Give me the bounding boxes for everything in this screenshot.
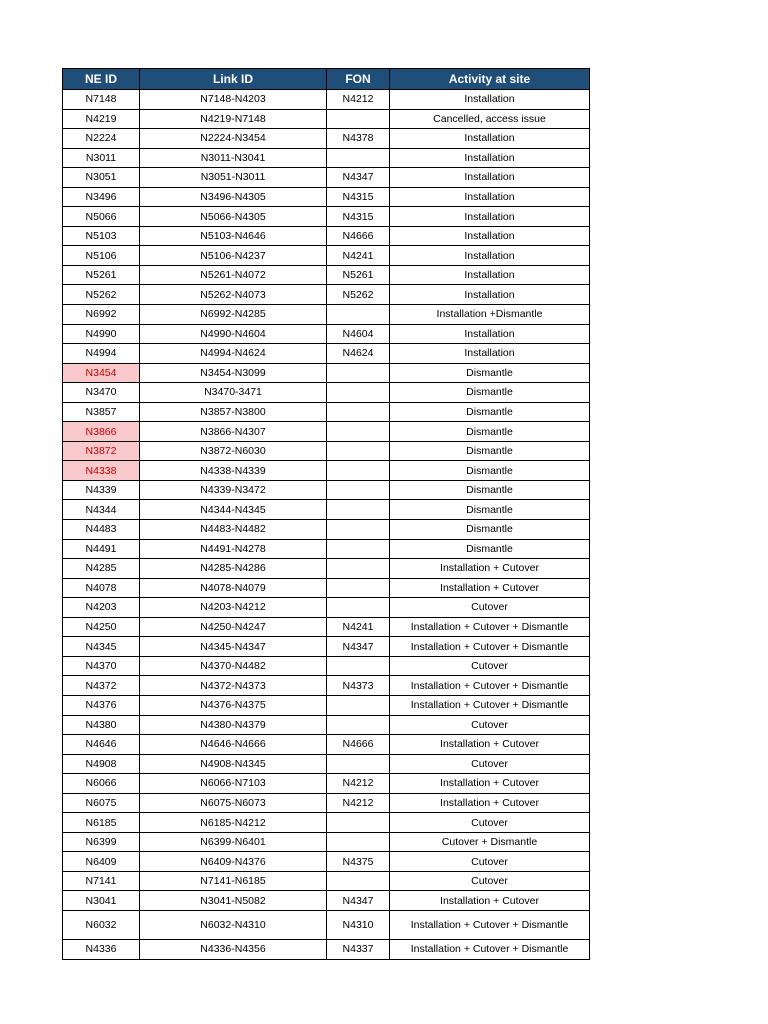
fon-cell[interactable] — [327, 109, 390, 129]
fon-cell[interactable] — [327, 441, 390, 461]
activity-cell[interactable]: Installation + Cutover + Dismantle — [390, 676, 590, 696]
link-id-cell[interactable]: N3051-N3011 — [140, 168, 327, 188]
ne-id-cell[interactable]: N3857 — [63, 402, 140, 422]
link-id-cell[interactable]: N4339-N3472 — [140, 480, 327, 500]
activity-cell[interactable]: Installation + Cutover — [390, 578, 590, 598]
ne-id-cell[interactable]: N4370 — [63, 656, 140, 676]
fon-cell[interactable] — [327, 656, 390, 676]
fon-cell[interactable]: N4624 — [327, 344, 390, 364]
ne-id-cell[interactable]: N7141 — [63, 871, 140, 891]
table-row — [63, 422, 590, 442]
activity-cell[interactable]: Cutover — [390, 598, 590, 618]
link-id-cell[interactable]: N4370-N4482 — [140, 656, 327, 676]
ne-id-cell[interactable]: N4646 — [63, 735, 140, 755]
table-row — [63, 148, 590, 168]
activity-cell[interactable]: Installation — [390, 344, 590, 364]
table-row — [63, 480, 590, 500]
link-id-cell[interactable]: N4338-N4339 — [140, 461, 327, 481]
ne-id-cell[interactable]: N4483 — [63, 520, 140, 540]
fon-cell[interactable]: N4212 — [327, 793, 390, 813]
table-row — [63, 109, 590, 129]
fon-cell[interactable] — [327, 500, 390, 520]
link-id-cell[interactable]: N2224-N3454 — [140, 129, 327, 149]
ne-id-cell[interactable]: N7148 — [63, 90, 140, 110]
activity-cell[interactable]: Installation + Cutover — [390, 793, 590, 813]
ne-id-cell[interactable]: N3011 — [63, 148, 140, 168]
ne-id-cell[interactable]: N5103 — [63, 226, 140, 246]
fon-cell[interactable] — [327, 871, 390, 891]
table-row — [63, 265, 590, 285]
link-id-cell[interactable]: N4372-N4373 — [140, 676, 327, 696]
link-id-cell[interactable]: N3041-N5082 — [140, 891, 327, 911]
fon-cell[interactable] — [327, 695, 390, 715]
ne-id-cell[interactable]: N3051 — [63, 168, 140, 188]
fon-cell[interactable] — [327, 578, 390, 598]
fon-cell[interactable]: N4378 — [327, 129, 390, 149]
link-id-cell[interactable]: N4483-N4482 — [140, 520, 327, 540]
fon-cell[interactable]: N4310 — [327, 910, 390, 939]
table-row — [63, 559, 590, 579]
activity-cell[interactable]: Installation + Cutover — [390, 774, 590, 794]
table-row — [63, 578, 590, 598]
link-id-cell[interactable]: N5066-N4305 — [140, 207, 327, 227]
activity-cell[interactable]: Installation — [390, 285, 590, 305]
activity-cell[interactable]: Installation — [390, 265, 590, 285]
ne-id-cell[interactable]: N4285 — [63, 559, 140, 579]
fon-cell[interactable] — [327, 754, 390, 774]
link-id-cell[interactable]: N6992-N4285 — [140, 305, 327, 325]
activity-cell[interactable]: Dismantle — [390, 383, 590, 403]
ne-id-cell[interactable]: N6399 — [63, 832, 140, 852]
link-id-cell[interactable]: N3872-N6030 — [140, 441, 327, 461]
link-id-cell[interactable]: N4250-N4247 — [140, 617, 327, 637]
activity-cell[interactable]: Installation + Cutover — [390, 735, 590, 755]
link-id-cell[interactable]: N5103-N4646 — [140, 226, 327, 246]
activity-cell[interactable]: Installation + Cutover + Dismantle — [390, 637, 590, 657]
ne-id-cell[interactable]: N5262 — [63, 285, 140, 305]
table-row — [63, 656, 590, 676]
table-row — [63, 754, 590, 774]
activity-cell[interactable]: Cutover — [390, 871, 590, 891]
table-row — [63, 695, 590, 715]
fon-cell[interactable]: N4315 — [327, 187, 390, 207]
table-body — [63, 90, 590, 960]
activity-cell[interactable]: Dismantle — [390, 441, 590, 461]
activity-cell[interactable]: Cutover — [390, 852, 590, 872]
table-row — [63, 939, 590, 959]
ne-id-cell[interactable]: N4376 — [63, 695, 140, 715]
link-id-cell[interactable]: N3866-N4307 — [140, 422, 327, 442]
link-id-cell[interactable]: N6185-N4212 — [140, 813, 327, 833]
fon-cell[interactable]: N4212 — [327, 774, 390, 794]
ne-id-cell[interactable]: N4336 — [63, 939, 140, 959]
activity-cell[interactable]: Dismantle — [390, 461, 590, 481]
table-row — [63, 500, 590, 520]
ne-id-cell[interactable]: N4219 — [63, 109, 140, 129]
link-id-cell[interactable]: N6066-N7103 — [140, 774, 327, 794]
activity-cell[interactable]: Dismantle — [390, 539, 590, 559]
link-id-cell[interactable]: N5261-N4072 — [140, 265, 327, 285]
activity-cell[interactable]: Installation — [390, 148, 590, 168]
link-id-cell[interactable]: N4336-N4356 — [140, 939, 327, 959]
fon-cell[interactable] — [327, 461, 390, 481]
activity-cell[interactable]: Installation — [390, 90, 590, 110]
table-row — [63, 813, 590, 833]
activity-cell[interactable]: Installation + Cutover + Dismantle — [390, 617, 590, 637]
table-row — [63, 617, 590, 637]
link-id-cell[interactable]: N5262-N4073 — [140, 285, 327, 305]
activity-cell[interactable]: Dismantle — [390, 402, 590, 422]
table-row — [63, 187, 590, 207]
fon-cell[interactable] — [327, 598, 390, 618]
ne-id-cell[interactable]: N5261 — [63, 265, 140, 285]
table-row — [63, 774, 590, 794]
link-id-cell[interactable]: N4994-N4624 — [140, 344, 327, 364]
activity-cell[interactable]: Installation — [390, 226, 590, 246]
link-id-cell[interactable]: N7141-N6185 — [140, 871, 327, 891]
activity-cell[interactable]: Dismantle — [390, 422, 590, 442]
header-row — [63, 69, 590, 90]
link-id-cell[interactable]: N4646-N4666 — [140, 735, 327, 755]
table-row — [63, 910, 590, 939]
link-id-cell[interactable]: N4491-N4278 — [140, 539, 327, 559]
activity-cell[interactable]: Dismantle — [390, 500, 590, 520]
ne-id-cell[interactable]: N4491 — [63, 539, 140, 559]
fon-cell[interactable] — [327, 832, 390, 852]
header-activity[interactable]: Activity at site — [390, 69, 590, 90]
fon-cell[interactable]: N4337 — [327, 939, 390, 959]
fon-cell[interactable] — [327, 383, 390, 403]
activity-cell[interactable]: Installation +Dismantle — [390, 305, 590, 325]
ne-id-cell[interactable]: N3041 — [63, 891, 140, 911]
activity-cell[interactable]: Dismantle — [390, 363, 590, 383]
link-id-cell[interactable]: N4345-N4347 — [140, 637, 327, 657]
ne-id-cell[interactable]: N3454 — [63, 363, 140, 383]
table-row — [63, 735, 590, 755]
ne-id-cell[interactable]: N4339 — [63, 480, 140, 500]
fon-cell[interactable]: N4347 — [327, 168, 390, 188]
table-row — [63, 891, 590, 911]
ne-id-cell[interactable]: N4338 — [63, 461, 140, 481]
ne-id-cell[interactable]: N5066 — [63, 207, 140, 227]
header-link-id[interactable]: Link ID — [140, 69, 327, 90]
table-row — [63, 461, 590, 481]
ne-id-cell[interactable]: N2224 — [63, 129, 140, 149]
fon-cell[interactable] — [327, 715, 390, 735]
fon-cell[interactable] — [327, 813, 390, 833]
activity-cell[interactable]: Installation — [390, 168, 590, 188]
link-id-cell[interactable]: N4376-N4375 — [140, 695, 327, 715]
fon-cell[interactable]: N5262 — [327, 285, 390, 305]
ne-id-cell[interactable]: N3470 — [63, 383, 140, 403]
activity-cell[interactable]: Installation — [390, 207, 590, 227]
link-id-cell[interactable]: N6032-N4310 — [140, 910, 327, 939]
ne-id-cell[interactable]: N4250 — [63, 617, 140, 637]
ne-id-cell[interactable]: N3872 — [63, 441, 140, 461]
fon-cell[interactable] — [327, 539, 390, 559]
fon-cell[interactable] — [327, 422, 390, 442]
header-ne-id[interactable]: NE ID — [63, 69, 140, 90]
fon-cell[interactable] — [327, 363, 390, 383]
link-id-cell[interactable]: N4990-N4604 — [140, 324, 327, 344]
fon-cell[interactable]: N4604 — [327, 324, 390, 344]
fon-cell[interactable] — [327, 480, 390, 500]
ne-id-cell[interactable]: N4372 — [63, 676, 140, 696]
fon-cell[interactable]: N4212 — [327, 90, 390, 110]
activity-cell[interactable]: Cutover — [390, 656, 590, 676]
fon-cell[interactable] — [327, 520, 390, 540]
fon-cell[interactable]: N4315 — [327, 207, 390, 227]
ne-id-cell[interactable]: N6992 — [63, 305, 140, 325]
link-id-cell[interactable]: N3470-3471 — [140, 383, 327, 403]
fon-cell[interactable]: N4241 — [327, 617, 390, 637]
ne-id-cell[interactable]: N4990 — [63, 324, 140, 344]
activity-cell[interactable]: Installation — [390, 324, 590, 344]
link-id-cell[interactable]: N4380-N4379 — [140, 715, 327, 735]
ne-id-cell[interactable]: N6032 — [63, 910, 140, 939]
table-row — [63, 168, 590, 188]
activity-cell[interactable]: Cutover + Dismantle — [390, 832, 590, 852]
table-row — [63, 363, 590, 383]
table-row — [63, 305, 590, 325]
activity-cell[interactable]: Installation + Cutover + Dismantle — [390, 939, 590, 959]
fon-cell[interactable]: N4666 — [327, 735, 390, 755]
ne-id-cell[interactable]: N4908 — [63, 754, 140, 774]
fon-cell[interactable] — [327, 148, 390, 168]
table-row — [63, 324, 590, 344]
table-row — [63, 852, 590, 872]
ne-id-cell[interactable]: N6075 — [63, 793, 140, 813]
header-fon[interactable]: FON — [327, 69, 390, 90]
link-id-cell[interactable]: N3496-N4305 — [140, 187, 327, 207]
link-id-cell[interactable]: N6409-N4376 — [140, 852, 327, 872]
link-id-cell[interactable]: N4908-N4345 — [140, 754, 327, 774]
link-id-cell[interactable]: N6399-N6401 — [140, 832, 327, 852]
table-row — [63, 520, 590, 540]
fon-cell[interactable] — [327, 559, 390, 579]
activity-cell[interactable]: Cutover — [390, 813, 590, 833]
activity-cell[interactable]: Installation — [390, 129, 590, 149]
ne-id-cell[interactable]: N6066 — [63, 774, 140, 794]
ne-id-cell[interactable]: N4380 — [63, 715, 140, 735]
table-row — [63, 344, 590, 364]
ne-id-cell[interactable]: N5106 — [63, 246, 140, 266]
link-id-cell[interactable]: N7148-N4203 — [140, 90, 327, 110]
ne-id-cell[interactable]: N4345 — [63, 637, 140, 657]
ne-id-cell[interactable]: N4344 — [63, 500, 140, 520]
table-row — [63, 402, 590, 422]
link-id-cell[interactable]: N4219-N7148 — [140, 109, 327, 129]
activity-cell[interactable]: Installation + Cutover + Dismantle — [390, 695, 590, 715]
fon-cell[interactable] — [327, 402, 390, 422]
table-row — [63, 226, 590, 246]
link-id-cell[interactable]: N3011-N3041 — [140, 148, 327, 168]
ne-id-cell[interactable]: N4994 — [63, 344, 140, 364]
table-row — [63, 539, 590, 559]
table-row — [63, 441, 590, 461]
table-row — [63, 207, 590, 227]
fon-cell[interactable]: N4375 — [327, 852, 390, 872]
ne-id-cell[interactable]: N4203 — [63, 598, 140, 618]
ne-id-cell[interactable]: N3496 — [63, 187, 140, 207]
ne-id-cell[interactable]: N3866 — [63, 422, 140, 442]
table-row — [63, 832, 590, 852]
link-id-cell[interactable]: N4203-N4212 — [140, 598, 327, 618]
fon-cell[interactable]: N4241 — [327, 246, 390, 266]
activity-cell[interactable]: Installation + Cutover — [390, 559, 590, 579]
activity-cell[interactable]: Installation — [390, 246, 590, 266]
table-row — [63, 598, 590, 618]
fon-cell[interactable]: N5261 — [327, 265, 390, 285]
link-id-cell[interactable]: N4344-N4345 — [140, 500, 327, 520]
activity-cell[interactable]: Cancelled, access issue — [390, 109, 590, 129]
table-row — [63, 129, 590, 149]
fon-cell[interactable]: N4347 — [327, 637, 390, 657]
link-id-cell[interactable]: N4078-N4079 — [140, 578, 327, 598]
link-id-cell[interactable]: N4285-N4286 — [140, 559, 327, 579]
activity-cell[interactable]: Installation + Cutover + Dismantle — [390, 910, 590, 939]
link-id-cell[interactable]: N5106-N4237 — [140, 246, 327, 266]
link-id-cell[interactable]: N3857-N3800 — [140, 402, 327, 422]
fon-cell[interactable]: N4373 — [327, 676, 390, 696]
table-row — [63, 637, 590, 657]
ne-id-cell[interactable]: N6185 — [63, 813, 140, 833]
table-row — [63, 285, 590, 305]
fon-cell[interactable]: N4666 — [327, 226, 390, 246]
fon-cell[interactable]: N4347 — [327, 891, 390, 911]
activity-cell[interactable]: Cutover — [390, 754, 590, 774]
table-row — [63, 793, 590, 813]
activity-cell[interactable]: Dismantle — [390, 480, 590, 500]
fon-cell[interactable] — [327, 305, 390, 325]
activity-cell[interactable]: Installation — [390, 187, 590, 207]
ne-id-cell[interactable]: N4078 — [63, 578, 140, 598]
activity-cell[interactable]: Dismantle — [390, 520, 590, 540]
ne-id-cell[interactable]: N6409 — [63, 852, 140, 872]
table-row — [63, 715, 590, 735]
table-row — [63, 676, 590, 696]
table-row — [63, 246, 590, 266]
activity-cell[interactable]: Cutover — [390, 715, 590, 735]
table-row — [63, 90, 590, 110]
link-id-cell[interactable]: N6075-N6073 — [140, 793, 327, 813]
table-row — [63, 871, 590, 891]
activity-cell[interactable]: Installation + Cutover — [390, 891, 590, 911]
data-table — [62, 68, 590, 960]
table-row — [63, 383, 590, 403]
link-id-cell[interactable]: N3454-N3099 — [140, 363, 327, 383]
